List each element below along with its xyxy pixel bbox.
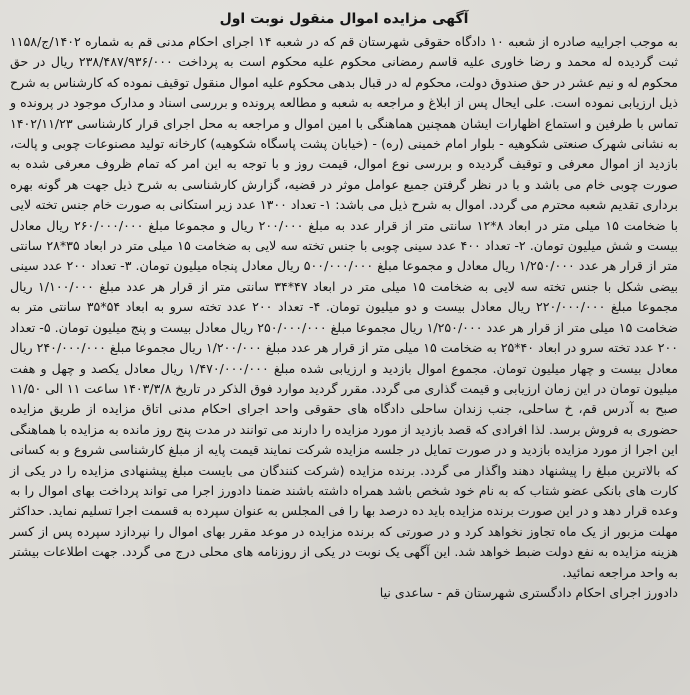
notice-title: آگهی مزایده اموال منقول نوبت اول (219, 11, 469, 27)
notice-body: به موجب اجراییه صادره از شعبه ۱۰ دادگاه حقوقی شهرستان قم که در شعبه ۱۴ اجرای احکام مدنی قم به شماره ۱۴۰۲/ج/۱۱۵۸ ثبت گردیده له محمد و رضا خاوری علیه قاسم رمضانی محکوم علیه محکوم است به پرداخت ۲۳۸/۴۸۷/۹۳۶/۰۰۰ ریال در حق محکوم له و نیم عشر در حق صندوق دولت، محکوم له در قبال بدهی محکوم علیه اموال منقول توقیف نموده که کارشناس به شرح ذیل ارزیابی نموده است. علی ایحال پس از ابلاغ و مراجعه به شعبه و مطالعه پرونده و بررسی اسناد و مدارک موجود در پرونده و تماس با طرفین و استماع اظهارات ایشان همچنین هماهنگی با امین اموال و مراجعه به محل اجرای قرار کارشناسی ۱۴۰۲/۱۱/۲۳ به نشانی شهرک صنعتی شکوهیه - بلوار امام خمینی (ره) - (خیابان پشت پاسگاه شکوهیه) کارخانه تولید مصنوعات چوبی و پالت، بازدید از اموال معرفی و توقیف گردیده و بررسی نوع اموال، قیمت روز و با توجه به این امر که تمام ظروف معرفی شده به صورت چوبی خام می باشد و با در نظر گرفتن جمیع عوامل موثر در قضیه، گزارش کارشناسی به شرح ذیل جهت هر گونه بهره برداری تقدیم شعبه محترم می گردد. اموال به شرح ذیل می باشد: ۱- تعداد ۱۳۰۰ عدد زیر استکانی به صورت خام جنس تخته لایی با ضخامت ۱۵ میلی متر در ابعاد ۸*۱۲ سانتی متر از قرار عدد به مبلغ ۲۰۰/۰۰۰ ریال و مجموعا مبلغ ۲۶۰/۰۰۰/۰۰۰ ریال معادل بیست و شش میلیون تومان. ۲- تعداد ۴۰۰ عدد سینی چوبی با جنس تخته سه لایی به ضخامت ۱۵ میلی متر در ابعاد ۳۵*۲۸ سانتی متر از قرار هر عدد ۱/۲۵۰/۰۰۰ ریال معادل و مجموعا مبلغ ۵۰۰/۰۰۰/۰۰۰ ریال معادل پنجاه میلیون تومان. ۳- تعداد ۲۰۰ عدد سینی بیضی شکل با جنس تخته سه لایی به ضخامت ۱۵ میلی متر در ابعاد ۴۷*۳۴ سانتی متر از قرار هر عدد مبلغ ۱/۱۰۰/۰۰۰ ریال مجموعا مبلغ ۲۲۰/۰۰۰/۰۰۰ ریال معادل بیست و دو میلیون تومان. ۴- تعداد ۲۰۰ عدد تخته سرو به ابعاد ۵۴*۳۵ سانتی متر به ضخامت ۱۵ میلی متر از قرار هر عدد ۱/۲۵۰/۰۰۰ ریال مجموعا مبلغ ۲۵۰/۰۰۰/۰۰۰ ریال معادل بیست و پنج میلیون تومان. ۵- تعداد ۲۰۰ عدد تخته سرو در ابعاد ۴۰*۲۵ به ضخامت ۱۵ میلی متر از قرار هر عدد مبلغ ۱/۲۰۰/۰۰۰ ریال مجموعا مبلغ ۲۴۰/۰۰۰/۰۰۰ ریال معادل بیست و چهار میلیون تومان. مجموع اموال بازدید و ارزیابی شده مبلغ ۱/۴۷۰/۰۰۰/۰۰۰ ریال معادل یکصد و چهل و هفت میلیون تومان در این زمان ارزیابی و قیمت گذاری می گردد. مقرر گردید موارد فوق الذکر در تاریخ ۱۴۰۳/۳/۸ ساعت ۱۱ الی ۱۱/۵۰ صبح به آدرس قم، خ ساحلی، جنب زندان ساحلی دادگاه های حقوقی واحد اجرای احکام مدنی اتاق مزایده از طریق مزایده حضوری به فروش برسد. لذا افرادی که قصد بازدید از مورد مزایده را دارند می توانند در مدت پنج روز مانده به مزایده با هماهنگی این اجرا از مورد مزایده بازدید و در صورت تمایل در جلسه مزایده شرکت نمایند قیمت پایه از مبلغ کارشناسی شروع و به کسانی که بالاترین مبلغ را پیشنهاد دهند واگذار می گردد. برنده مزایده (شرکت کنندگان می بایست مبلغ پیشنهادی مزایده را در یکی از کارت های بانکی عضو شتاب که به نام خود شخص باشد همراه داشته باشند ضمنا دادورز اجرا می تواند پرداخت بهای اموال را به وعده قرار دهد و در این صورت برنده مزایده باید ده درصد بها را فی المجلس به عنوان سپرده به قسمت اجرا تسلیم نماید. حداکثر مهلت مزبور از یک ماه تجاوز نخواهد کرد و در صورتی که برنده مزایده در موعد مقرر بهای اموال را نپردازد سپرده پس از کسر هزینه مزایده به نفع دولت ضبط خواهد شد. این آگهی یک نوبت در یکی از روزنامه های محلی درج می گردد. جهت اطلاعات بیشتر به واحد مراجعه نمائید. (10, 34, 679, 580)
notice-signature: دادورز اجرای احکام دادگستری شهرستان قم - ساعدی نیا (379, 584, 678, 600)
